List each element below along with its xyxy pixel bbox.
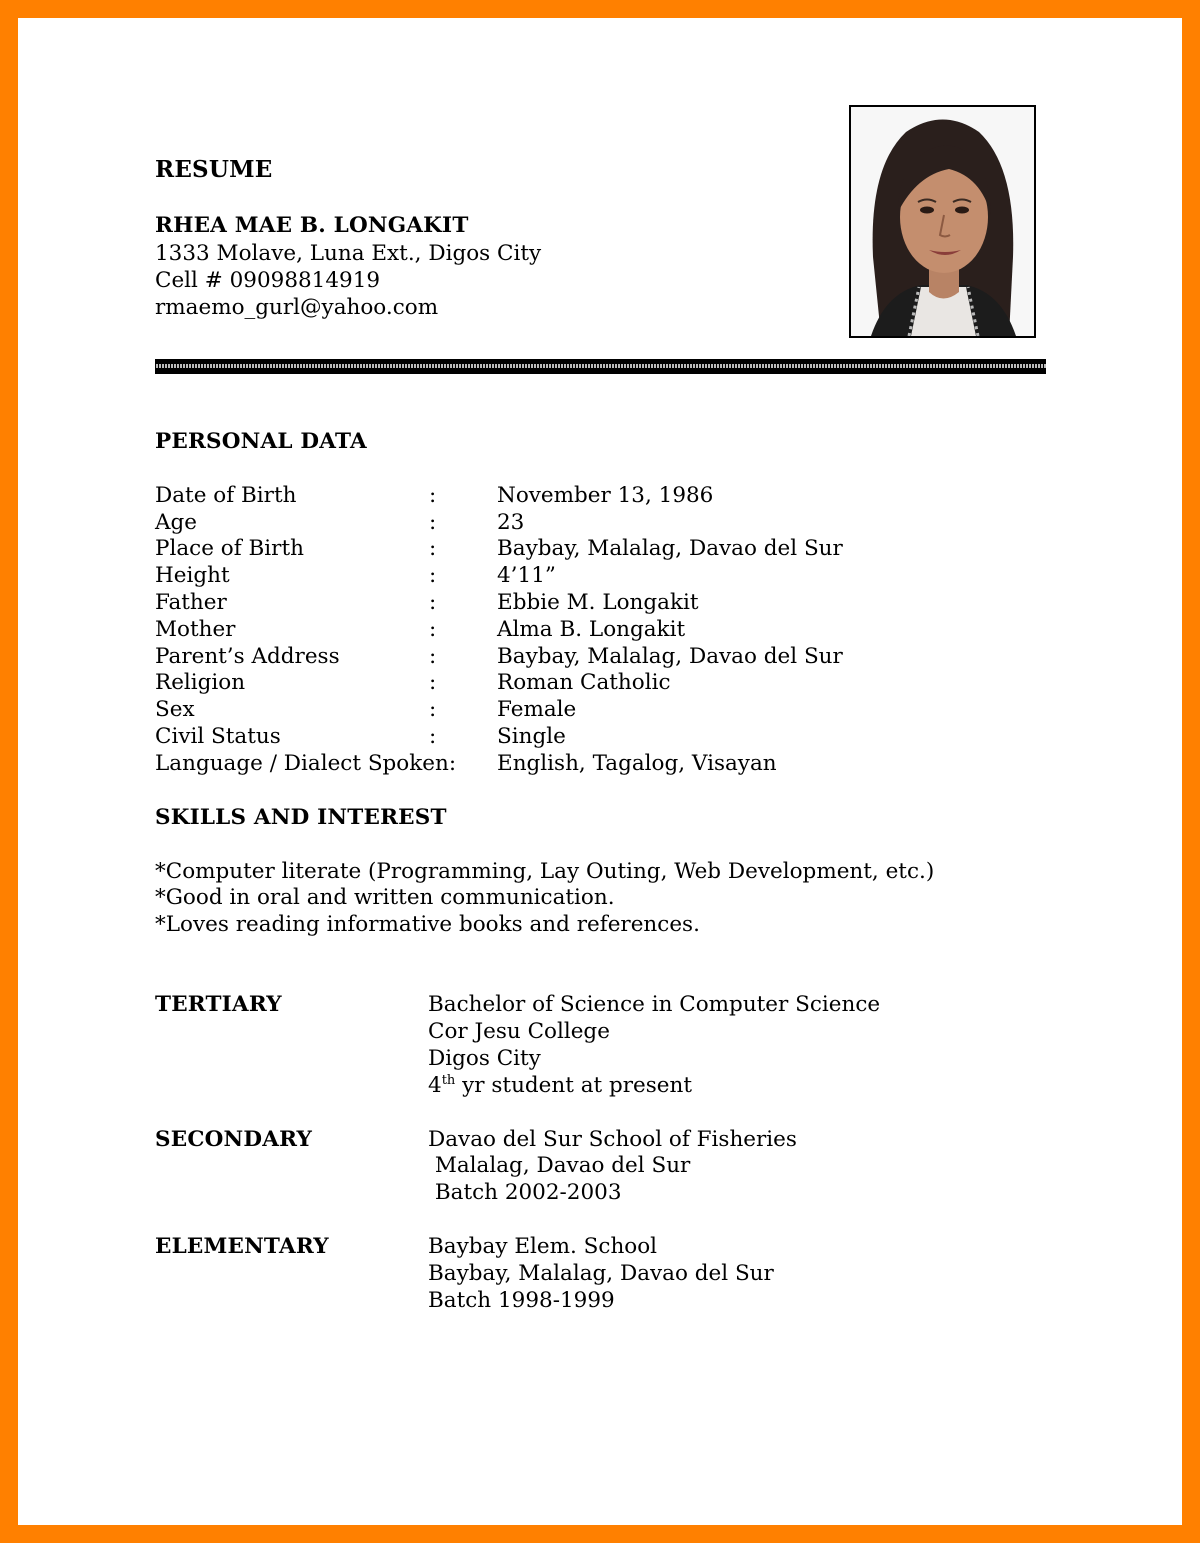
tertiary-line: Digos City (428, 1046, 541, 1071)
secondary-line: Davao del Sur School of Fisheries (428, 1127, 797, 1152)
personal-colon: : (429, 617, 437, 642)
profile-photo (849, 105, 1036, 338)
personal-colon: : (429, 590, 437, 615)
skill-item: *Computer literate (Programming, Lay Outing, Web Development, etc.) (155, 859, 935, 884)
elementary-line: Batch 1998-1999 (428, 1288, 615, 1313)
tertiary-year-line (428, 1072, 692, 1099)
secondary-label: SECONDARY (155, 1127, 313, 1152)
email: rmaemo_gurl@yahoo.com (155, 295, 439, 320)
personal-colon: : (429, 644, 437, 669)
personal-label: Age (155, 510, 198, 535)
personal-label: Parent’s Address (155, 644, 340, 669)
tertiary-line: Cor Jesu College (428, 1019, 610, 1044)
resume-title: RESUME (155, 156, 273, 183)
tertiary-line: Bachelor of Science in Computer Science (428, 992, 881, 1017)
personal-label: Civil Status (155, 724, 281, 749)
personal-value: 23 (497, 510, 525, 535)
personal-label: Date of Birth (155, 483, 297, 508)
secondary-line: Batch 2002-2003 (428, 1180, 622, 1205)
year-text: yr student at present (455, 1073, 693, 1098)
skills-heading: SKILLS AND INTEREST (155, 805, 447, 830)
personal-value: Roman Catholic (497, 670, 671, 695)
personal-value: Single (497, 724, 566, 749)
header-divider (155, 359, 1046, 374)
cell-number: Cell # 09098814919 (155, 268, 381, 293)
personal-colon: : (429, 483, 437, 508)
tertiary-label: TERTIARY (155, 992, 282, 1017)
personal-colon: : (429, 724, 437, 749)
skill-item: *Good in oral and written communication. (155, 885, 615, 910)
applicant-name: RHEA MAE B. LONGAKIT (155, 213, 469, 238)
portrait-image (851, 107, 1034, 336)
personal-colon: : (429, 697, 437, 722)
personal-colon: : (429, 670, 437, 695)
personal-label: Place of Birth (155, 536, 304, 561)
personal-value: 4’11” (497, 563, 556, 588)
personal-value: Baybay, Malalag, Davao del Sur (497, 536, 843, 561)
personal-label: Language / Dialect Spoken: (155, 751, 457, 776)
personal-value: Baybay, Malalag, Davao del Sur (497, 644, 843, 669)
personal-colon: : (429, 536, 437, 561)
secondary-line: Malalag, Davao del Sur (428, 1153, 691, 1178)
personal-colon: : (429, 510, 437, 535)
year-number: 4 (428, 1073, 442, 1098)
personal-label: Sex (155, 697, 195, 722)
personal-value: Alma B. Longakit (497, 617, 686, 642)
elementary-line: Baybay, Malalag, Davao del Sur (428, 1261, 774, 1286)
personal-value: English, Tagalog, Visayan (497, 751, 777, 776)
personal-value: Ebbie M. Longakit (497, 590, 699, 615)
elementary-line: Baybay Elem. School (428, 1234, 658, 1259)
personal-data-heading: PERSONAL DATA (155, 429, 367, 454)
personal-value: November 13, 1986 (497, 483, 714, 508)
address: 1333 Molave, Luna Ext., Digos City (155, 241, 542, 266)
elementary-label: ELEMENTARY (155, 1234, 329, 1259)
skill-item: *Loves reading informative books and references. (155, 912, 700, 937)
personal-colon: : (429, 563, 437, 588)
personal-label: Mother (155, 617, 236, 642)
personal-label: Height (155, 563, 230, 588)
personal-label: Religion (155, 670, 246, 695)
personal-label: Father (155, 590, 227, 615)
year-superscript: th (441, 1073, 456, 1088)
personal-value: Female (497, 697, 577, 722)
